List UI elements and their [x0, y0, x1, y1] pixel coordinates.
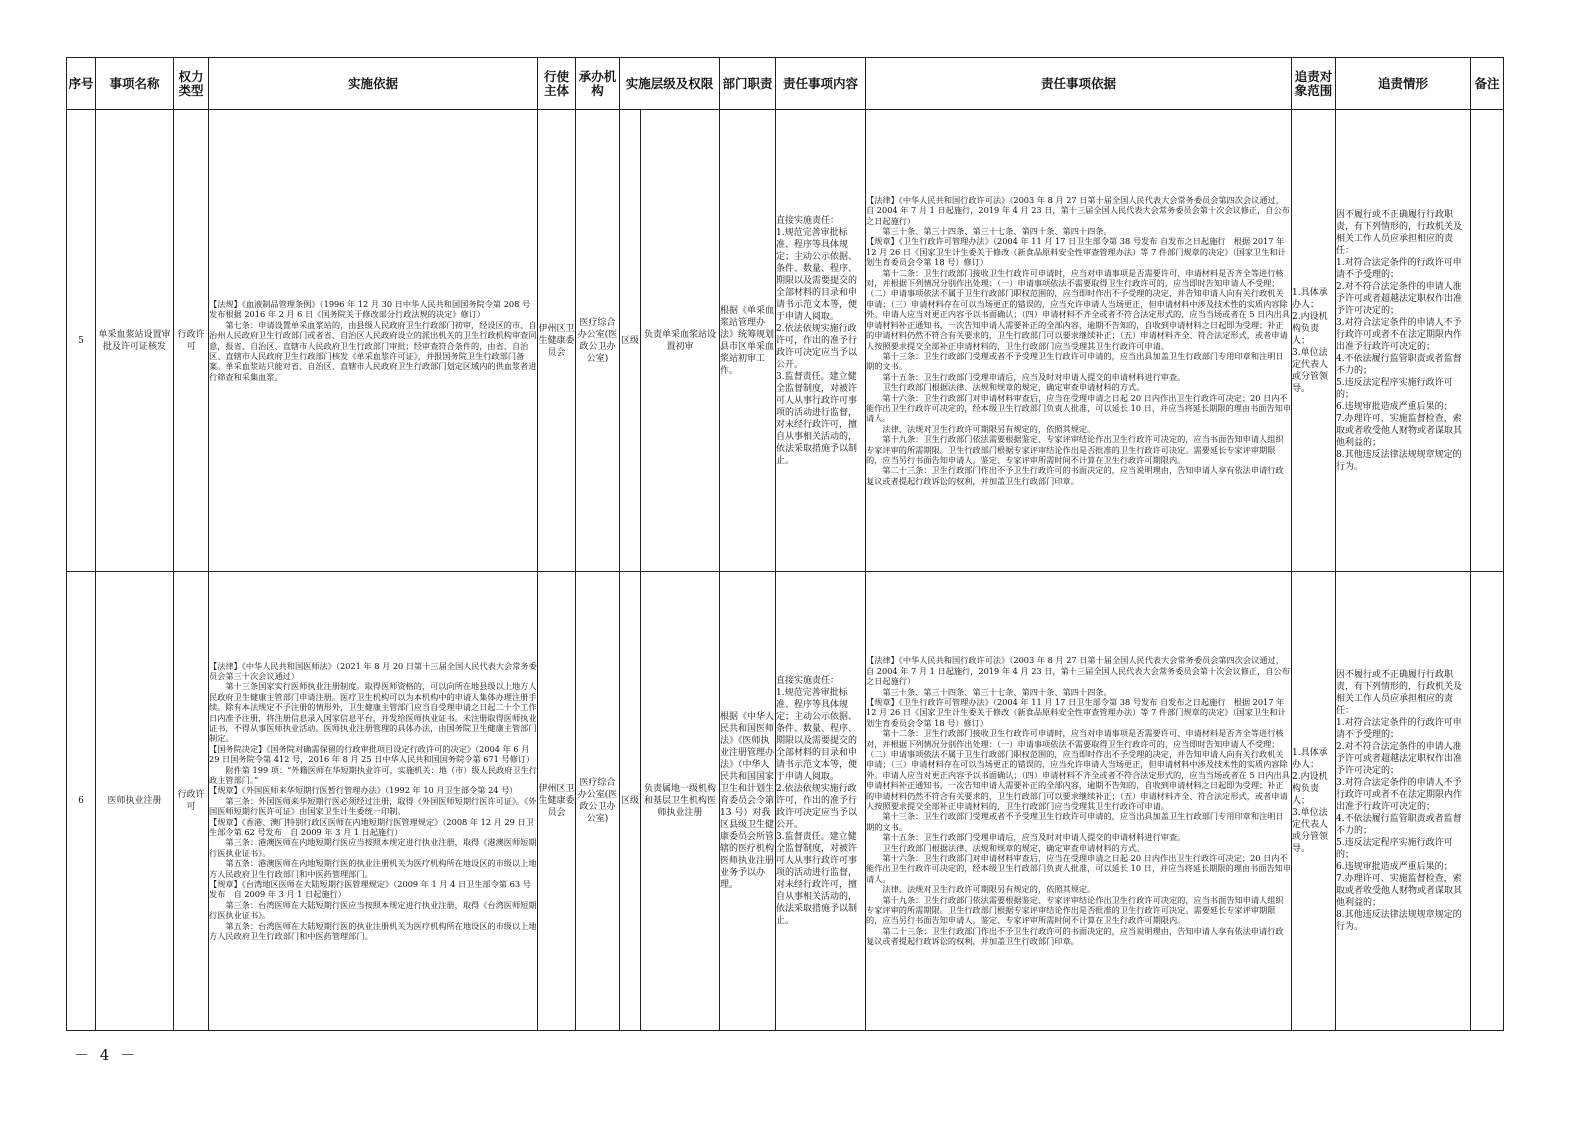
header-resp-content: 责任事项内容: [776, 58, 866, 110]
header-name: 事项名称: [96, 58, 174, 110]
row-power-type: 行政许可: [174, 572, 209, 1031]
row-resp-content: 直接实施责任： 1.规范完善审批标准、程序等具体规定；主动公示依据、条件、数量、程序、期限以及需要提交的全部材料的目录和申请书示范文本等，便于申请人阅取。 2.依法依规实施行政许可，作出的准予行政许可决定应当予以公开。 3.监督责任。建立健全监督制度，对被许可人从事行政许可事项的活动进行监督，对未经行政许可，擅自从事相关活动的，依法采取措施予以制止。: [776, 110, 866, 572]
header-power-type: 权力类型: [174, 58, 209, 110]
table-row: [67, 572, 1504, 1031]
row-subject: 伊州区卫生健康委员会: [538, 572, 576, 1031]
header-account-target: 追责对象范围: [1292, 58, 1336, 110]
row-name: 单采血浆站设置审批及许可证核发: [96, 110, 174, 572]
header-subject: 行使主体: [538, 58, 576, 110]
row-level-area: 区级: [620, 572, 641, 1031]
row-level-right: 负责属地一级机构和基层卫生机构医师执业注册: [641, 572, 720, 1031]
row-account-target: 1.具体承办人； 2.内设机构负责人； 3.单位法定代表人或分管领导。: [1292, 110, 1336, 572]
header-seq: 序号: [67, 58, 96, 110]
row-basis: 【法规】《血液制品管理条例》（1996 年 12 月 30 日中华人民共和国国务院令第 208 号发布根据 2016 年 2 月 6 日《国务院关于修改部分行政法规的决定》修订） 第七条：申请设置单采血浆站的，由县级人民政府卫生行政部门初审，经设区的市、自治州人民政府卫生行政部门或者省、自治区人民政府设立的派出机关的卫生行政机构审查同意，报省、自治区、直辖市人民政府卫生行政部门审批；经审查符合条件的，由省、自治区、直辖市人民政府卫生行政部门核发《单采血浆许可证》，并报国务院卫生行政部门备案。单采血浆站只能对省、自治区、直辖市人民政府卫生行政部门划定区域内的供血浆者进行筛查和采集血浆。: [209, 110, 538, 572]
row-account-cases: 因不履行或不正确履行行政职责，有下列情形的，行政机关及相关工作人员应承担相应的责任： 1.对符合法定条件的行政许可申请不予受理的； 2.对不符合法定条件的申请人准予许可或者超越法定职权作出准予许可决定的； 3.对符合法定条件的申请人不予行政许可或者不在法定期限内作出准予行政许可决定的； 4.不依法履行监管职责或者监督不力的； 5.违反法定程序实施行政许可的； 6.违规审批造成严重后果的； 7.办理许可、实施监督检查，索取或者收受他人财物或者谋取其他利益的； 8.其他违反法律法规规章规定的行为。: [1336, 572, 1471, 1031]
row-resp-basis: 【法律】《中华人民共和国行政许可法》（2003 年 8 月 27 日第十届全国人民代表大会常务委员会第四次会议通过，自 2004 年 7 月 1 日起施行，2019 年 4 月 23 日，第十三届全国人民代表大会常务委员会第十次会议修正，自公布之日起施行） 第三十条、第三十四条、第三十七条、第四十条、第四十四条。 【规章】《卫生行政许可管理办法》（2004 年 11 月 17 日卫生部令第 38 号发布 自发布之日起施行 根据 2017 年 12 月 26 日《国家卫生计生委关于修改（新食品原料安全性审查管理办法）等 7 件部门规章的决定》（国家卫生和计划生育委员会令第 18 号）修订） 第十二条：卫生行政部门接收卫生行政许可申请时，应当对申请事项是否需要许可、申请材料是否齐全等进行核对，并根据下列情况分别作出处理：（一）申请事项依法不需要取得卫生行政许可的，应当即时告知申请人不受理；（二）申请事项依法不属于卫生行政部门职权范围的，应当即时作出不予受理的决定，并告知申请人向有关行政机关申请；（三）申请材料存在可以当场更正的错误的，应当允许申请人当场更正，但申请材料中涉及技术性的实质内容除外。申请人应当对更正内容予以书面确认；（四）申请材料不齐全或者不符合法定形式的，应当当场或者在 5 日内出具申请材料补正通知书，一次告知申请人需要补正的全部内容，逾期不告知的，自收到申请材料之日起即为受理；补正的申请材料仍然不符合有关要求的，卫生行政部门可以要求继续补正；（五）申请材料齐全、符合法定形式，或者申请人按照要求提交全部补正申请材料的，卫生行政部门应当受理其卫生行政许可申请。 第十三条：卫生行政部门受理或者不予受理卫生行政许可申请的，应当出具加盖卫生行政部门专用印章和注明日期的文书。 第十五条：卫生行政部门受理申请后，应当及时对申请人提交的申请材料进行审查。 卫生行政部门根据法律、法规和规章的规定，确定审查申请材料的方式。 第十六条：卫生行政部门对申请材料审查后，应当在受理申请之日起 20 日内作出卫生行政许可决定；20 日内不能作出卫生行政许可决定的，经本级卫生行政部门负责人批准，可以延长 10 日，并应当将延长期限的理由书面告知申请人。 法律、法规对卫生行政许可期限另有规定的，依照其规定。 第十九条：卫生行政部门依法需要根据鉴定、专家评审结论作出卫生行政许可决定的，应当书面告知申请人组织专家评审的所需期限。卫生行政部门根据专家评审结论作出是否批准的卫生行政许可决定。需要延长专家评审期限的，应当另行书面告知申请人。鉴定、专家评审所需时间不计算在卫生行政许可期限内。 第二十三条：卫生行政部门作出不予卫生行政许可的书面决定的，应当说明理由，告知申请人享有依法申请行政复议或者提起行政诉讼的权利，并加盖卫生行政部门印章。: [866, 572, 1292, 1031]
header-account-cases: 追责情形: [1336, 58, 1471, 110]
row-remark: [1471, 572, 1504, 1031]
row-account-target: 1.具体承办人； 2.内设机构负责人； 3.单位法定代表人或分管领导。: [1292, 572, 1336, 1031]
row-account-cases: 因不履行或不正确履行行政职责，有下列情形的，行政机关及相关工作人员应承担相应的责任： 1.对符合法定条件的行政许可申请不予受理的； 2.对不符合法定条件的申请人准予许可或者超越法定职权作出准予许可决定的； 3.对符合法定条件的申请人不予行政许可或者不在法定期限内作出准予行政许可决定的； 4.不依法履行监管职责或者监督不力的； 5.违反法定程序实施行政许可的； 6.违规审批造成严重后果的； 7.办理许可、实施监督检查，索取或者收受他人财物或者谋取其他利益的； 8.其他违反法律法规规章规定的行为。: [1336, 110, 1471, 572]
row-dept-duty: 根据《单采血浆站管理办法》统筹规划县市区单采血浆站初审工作。: [720, 110, 776, 572]
row-basis: 【法律】《中华人民共和国医师法》（2021 年 8 月 20 日第十三届全国人民代表大会常务委员会第三十次会议通过） 第十三条国家实行医师执业注册制度。取得医师资格的，可以向所在地县级以上地方人民政府卫生健康主管部门申请注册。医疗卫生机构可以为本机构中的申请人集体办理注册手续。除有本法规定不予注册的情形外，卫生健康主管部门应当自受理申请之日起二十个工作日内准予注册，将注册信息录入国家信息平台，并发给医师执业证书。未注册取得医师执业证书，不得从事医师执业活动。医师执业注册管理的具体办法，由国务院卫生健康主管部门制定。 【国务院决定】《国务院对确需保留的行政审批项目设定行政许可的决定》（2004 年 6 月 29 日国务院令第 412 号，2016 年 8 月 25 日中华人民共和国国务院令第 671 号修订） 附件第 199 项：“外籍医师在华短期执业许可，实施机关：地（市）级人民政府卫生行政主管部门。” 【规章】《外国医师来华短期行医暂行管理办法》（1992 年 10 月卫生部令第 24 号） 第三条：外国医师来华短期行医必须经过注册，取得《外国医师短期行医许可证》。《外国医师短期行医许可证》由国家卫生计生委统一印制。 【规章】《香港、澳门特别行政区医师在内地短期行医管理规定》（2008 年 12 月 29 日卫生部令第 62 号发布 自 2009 年 3 月 1 日起施行） 第三条：港澳医师在内地短期行医应当按照本规定进行执业注册，取得《港澳医师短期行医执业证书》。 第五条：港澳医师在内地短期行医的执业注册机关为医疗机构所在地设区的市级以上地方人民政府卫生行政部门和中医药管理部门。 【规章】《台湾地区医师在大陆短期行医管理规定》（2009 年 1 月 4 日卫生部令第 63 号发布 自 2009 年 3 月 1 日起施行） 第三条：台湾医师在大陆短期行医应当按照本规定进行执业注册，取得《台湾医师短期行医执业证书》。 第五条：台湾医师在大陆短期行医的执业注册机关为医疗机构所在地设区的市级以上地方人民政府卫生行政部门和中医药管理部门。: [209, 572, 538, 1031]
row-remark: [1471, 110, 1504, 572]
header-level: 实施层级及权限: [620, 58, 720, 110]
table-row: [67, 110, 1504, 572]
header-row: [67, 58, 1504, 110]
row-level-right: 负责单采血浆站设置初审: [641, 110, 720, 572]
row-resp-content: 直接实施责任： 1.规范完善审批标准、程序等具体规定；主动公示依据、条件、数量、程序、期限以及需要提交的全部材料的目录和申请书示范文本等，便于申请人阅取。 2.依法依规实施行政许可，作出的准予行政许可决定应当予以公开。 3.监督责任。建立健全监督制度，对被许可人从事行政许可事项的活动进行监督，对未经行政许可，擅自从事相关活动的，依法采取措施予以制止。: [776, 572, 866, 1031]
page-number: － 4 －: [74, 1046, 139, 1064]
row-level-area: 区级: [620, 110, 641, 572]
row-dept-duty: 根据《中华人民共和国医师法》《医师执业注册管理办法》（中华人民共和国国家卫生和计划生育委员会令第 13 号）对我区县级卫生健康委员会所管辖的医疗机构医师执业注册业务予以办理。: [720, 572, 776, 1031]
header-agency: 承办机构: [576, 58, 620, 110]
responsibility-table: [66, 57, 1504, 1031]
row-agency: 医疗综合办公室(医政公卫办公室): [576, 572, 620, 1031]
row-resp-basis: 【法律】《中华人民共和国行政许可法》（2003 年 8 月 27 日第十届全国人民代表大会常务委员会第四次会议通过，自 2004 年 7 月 1 日起施行，2019 年 4 月 23 日，第十三届全国人民代表大会常务委员会第十次会议修正，自公布之日起施行） 第三十条、第三十四条、第三十七条、第四十条、第四十四条。 【规章】《卫生行政许可管理办法》（2004 年 11 月 17 日卫生部令第 38 号发布 自发布之日起施行 根据 2017 年 12 月 26 日《国家卫生计生委关于修改（新食品原料安全性审查管理办法）等 7 件部门规章的决定》（国家卫生和计划生育委员会令第 18 号）修订） 第十二条：卫生行政部门接收卫生行政许可申请时，应当对申请事项是否需要许可、申请材料是否齐全等进行核对，并根据下列情况分别作出处理：（一）申请事项依法不需要取得卫生行政许可的，应当即时告知申请人不受理；（二）申请事项依法不属于卫生行政部门职权范围的，应当即时作出不予受理的决定，并告知申请人向有关行政机关申请；（三）申请材料存在可以当场更正的错误的，应当允许申请人当场更正，但申请材料中涉及技术性的实质内容除外。申请人应当对更正内容予以书面确认；（四）申请材料不齐全或者不符合法定形式的，应当当场或者在 5 日内出具申请材料补正通知书，一次告知申请人需要补正的全部内容，逾期不告知的，自收到申请材料之日起即为受理；补正的申请材料仍然不符合有关要求的，卫生行政部门可以要求继续补正；（五）申请材料齐全、符合法定形式，或者申请人按照要求提交全部补正申请材料的，卫生行政部门应当受理其卫生行政许可申请。 第十三条：卫生行政部门受理或者不予受理卫生行政许可申请的，应当出具加盖卫生行政部门专用印章和注明日期的文书。 第十五条：卫生行政部门受理申请后，应当及时对申请人提交的申请材料进行审查。 卫生行政部门根据法律、法规和规章的规定，确定审查申请材料的方式。 第十六条：卫生行政部门对申请材料审查后，应当在受理申请之日起 20 日内作出卫生行政许可决定；20 日内不能作出卫生行政许可决定的，经本级卫生行政部门负责人批准，可以延长 10 日，并应当将延长期限的理由书面告知申请人。 法律、法规对卫生行政许可期限另有规定的，依照其规定。 第十九条：卫生行政部门依法需要根据鉴定、专家评审结论作出卫生行政许可决定的，应当书面告知申请人组织专家评审的所需期限。卫生行政部门根据专家评审结论作出是否批准的卫生行政许可决定。需要延长专家评审期限的，应当另行书面告知申请人。鉴定、专家评审所需时间不计算在卫生行政许可期限内。 第二十三条：卫生行政部门作出不予卫生行政许可的书面决定的，应当说明理由，告知申请人享有依法申请行政复议或者提起行政诉讼的权利，并加盖卫生行政部门印章。: [866, 110, 1292, 572]
row-seq: 5: [67, 110, 96, 572]
header-resp-basis: 责任事项依据: [866, 58, 1292, 110]
row-power-type: 行政许可: [174, 110, 209, 572]
row-seq: 6: [67, 572, 96, 1031]
header-dept-duty: 部门职责: [720, 58, 776, 110]
row-subject: 伊州区卫生健康委员会: [538, 110, 576, 572]
header-basis: 实施依据: [209, 58, 538, 110]
header-remark: 备注: [1471, 58, 1504, 110]
row-name: 医师执业注册: [96, 572, 174, 1031]
row-agency: 医疗综合办公室(医政公卫办公室): [576, 110, 620, 572]
